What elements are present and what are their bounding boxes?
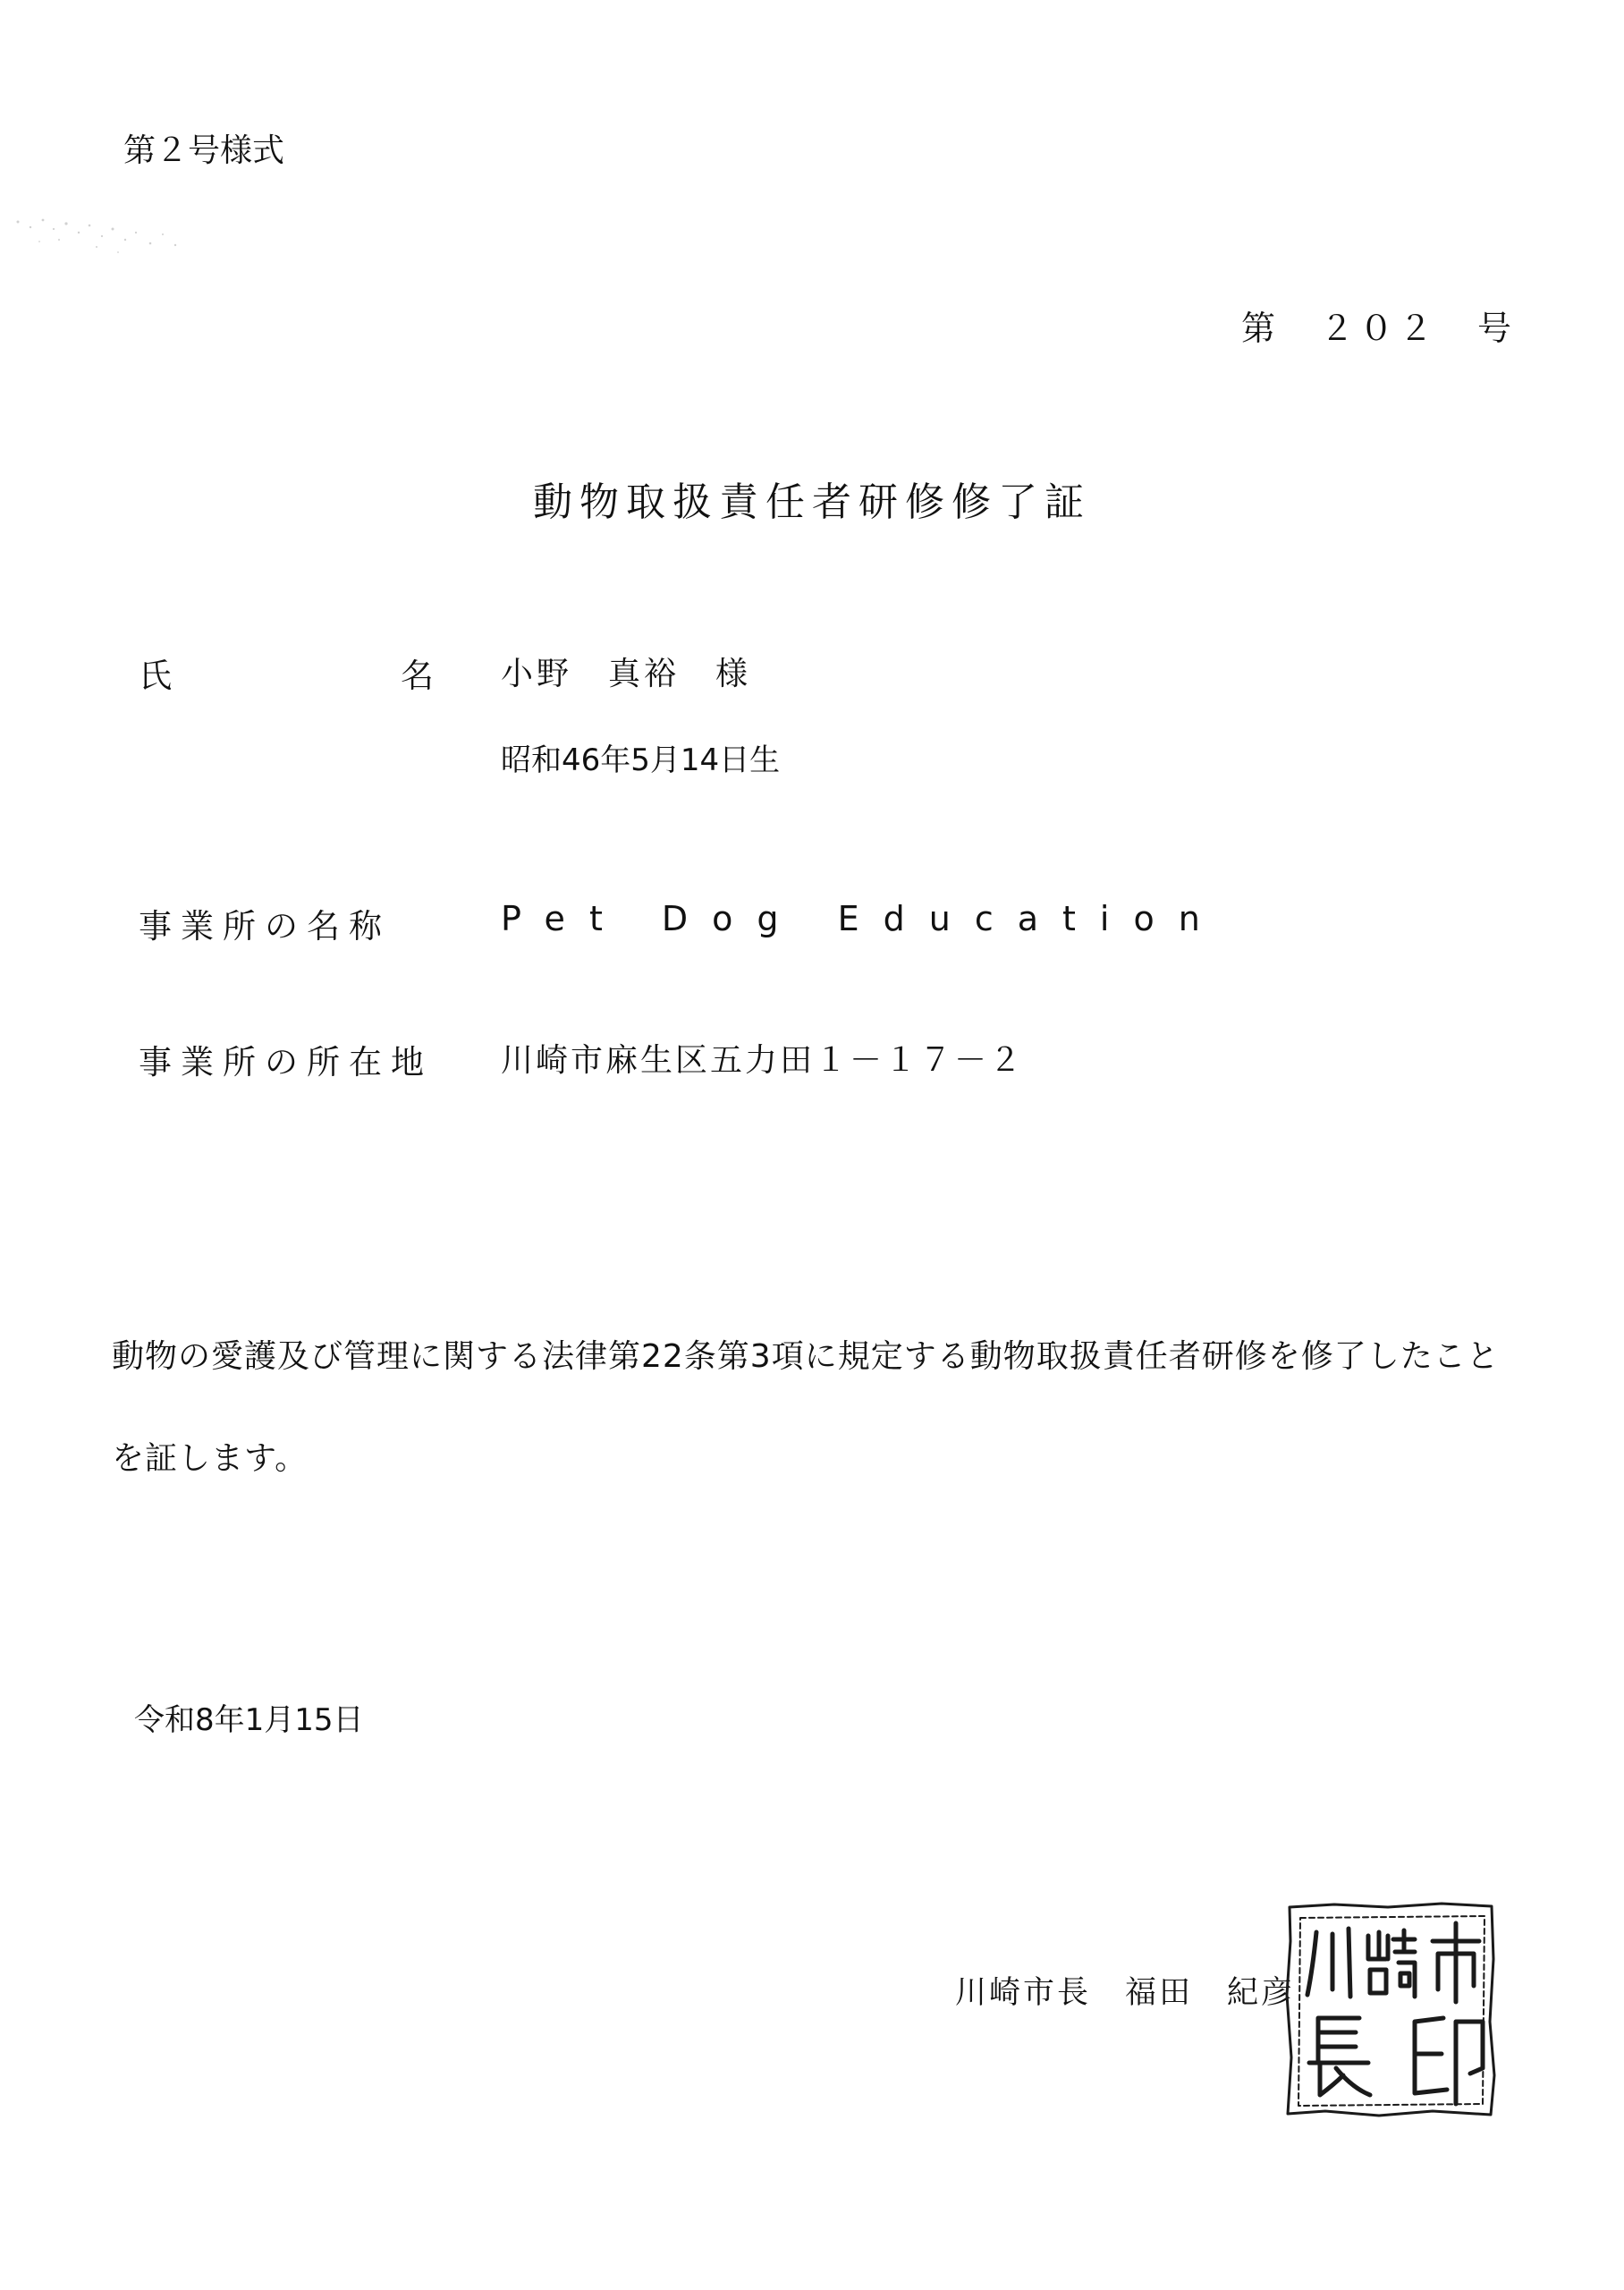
- signer-name: 川崎市長 福田 紀彦: [955, 1975, 1296, 2011]
- business-name-label: 事業所の名称: [139, 907, 391, 946]
- name-label-start: 氏: [139, 657, 172, 695]
- name-label-end: 名: [401, 657, 434, 695]
- certification-statement: 動物の愛護及び管理に関する法律第22条第3項に規定する動物取扱責任者研修を修了したことを証します。: [112, 1338, 1500, 1477]
- name-value: 小野 真裕 様: [501, 656, 752, 692]
- certificate-number-prefix: 第: [1240, 309, 1281, 348]
- document-title: 動物取扱責任者研修修了証: [533, 479, 1091, 525]
- birth-date: 昭和46年5月14日生: [501, 742, 781, 778]
- certificate-number-value: ２０２: [1319, 309, 1438, 348]
- name-label: [139, 649, 434, 697]
- business-address-label: 事業所の所在地: [139, 1043, 433, 1081]
- official-seal: [1281, 1896, 1500, 2120]
- business-name-value: Pet Dog Education: [501, 899, 1224, 938]
- issue-date: 令和8年1月15日: [134, 1702, 364, 1738]
- business-address-value: 川崎市麻生区五力田１－１７－２: [501, 1042, 1025, 1079]
- form-number-label: 第２号様式: [123, 132, 285, 169]
- certificate-number: [1241, 301, 1517, 350]
- certificate-number-suffix: 号: [1476, 309, 1517, 348]
- scan-noise: [0, 188, 215, 277]
